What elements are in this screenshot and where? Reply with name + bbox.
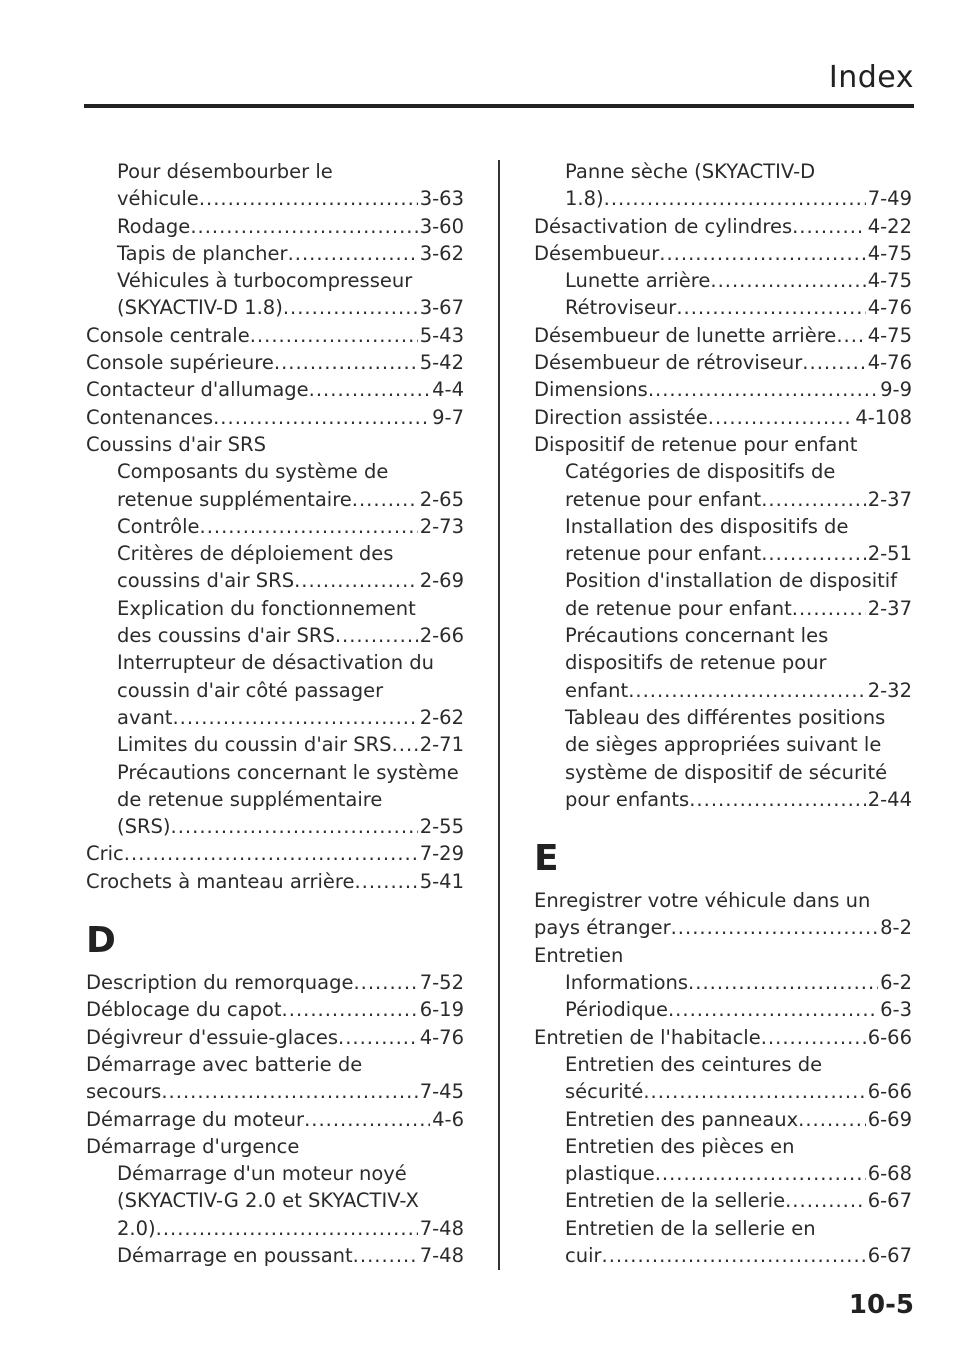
dot-leader: [798, 1106, 866, 1133]
index-heading-line: Composants du système de: [117, 460, 389, 484]
index-page-ref: 5-43: [419, 323, 464, 347]
index-page-ref: 4-4: [432, 378, 464, 402]
index-heading-line: Précautions concernant le système: [117, 760, 459, 784]
index-entry: [86, 567, 464, 594]
index-page-ref: 4-75: [867, 323, 912, 347]
index-heading-line: Entretien des ceintures de: [565, 1052, 823, 1076]
index-entry: [534, 322, 912, 349]
index-heading-line: Véhicules à turbocompresseur: [117, 269, 413, 293]
index-page-ref: 9-9: [880, 378, 912, 402]
dot-leader: [708, 404, 854, 431]
index-page-ref: 2-65: [419, 487, 464, 511]
index-entry: [86, 1215, 464, 1242]
index-entry-label: Console centrale: [86, 323, 250, 347]
index-entry: [534, 914, 912, 941]
index-heading-line: Démarrage d'un moteur noyé: [117, 1162, 407, 1186]
index-entry: [534, 1242, 912, 1269]
index-heading-line: dispositifs de retenue pour: [565, 651, 827, 675]
index-entry-label: pour enfants: [565, 787, 690, 811]
dot-leader: [761, 1024, 866, 1051]
index-entry-label: Console supérieure: [86, 351, 274, 375]
index-heading-line: Position d'installation de dispositif: [565, 569, 898, 593]
index-entry: [534, 786, 912, 813]
dot-leader: [213, 404, 430, 431]
index-entry: [86, 404, 464, 431]
index-entry-label: Désembueur de rétroviseur: [534, 351, 803, 375]
index-page-ref: 4-76: [867, 296, 912, 320]
index-entry: [86, 240, 464, 267]
dot-leader: [161, 1078, 417, 1105]
dot-leader: [602, 1242, 866, 1269]
dot-leader: [792, 213, 866, 240]
dot-leader: [785, 1187, 866, 1214]
index-heading-line: Interrupteur de désactivation du: [117, 651, 435, 675]
index-page-ref: 6-3: [880, 998, 912, 1022]
dot-leader: [309, 376, 430, 403]
index-entry: [86, 969, 464, 996]
index-page-ref: 2-37: [867, 487, 912, 511]
index-entry: [534, 677, 912, 704]
index-page-ref: 7-49: [867, 187, 912, 211]
index-section-letter: E: [534, 838, 559, 880]
index-entry-label: 2.0): [117, 1216, 156, 1240]
index-page-ref: 6-67: [867, 1243, 912, 1267]
index-entry: [86, 349, 464, 376]
index-entry-label: Limites du coussin d'air SRS: [117, 733, 392, 757]
dot-leader: [171, 813, 418, 840]
dot-leader: [628, 677, 866, 704]
index-page-ref: 6-69: [867, 1107, 912, 1131]
index-section-letter: D: [86, 920, 116, 962]
index-page-ref: 2-66: [419, 624, 464, 648]
index-page-ref: 4-22: [867, 214, 912, 238]
dot-leader: [200, 513, 418, 540]
page-number: 10-5: [848, 1290, 914, 1320]
index-entry: [534, 404, 912, 431]
dot-leader: [802, 349, 865, 376]
index-page-ref: 5-42: [419, 351, 464, 375]
page-header-title: Index: [828, 60, 914, 95]
index-entry-label: Lunette arrière: [565, 269, 711, 293]
index-page-ref: 5-41: [419, 869, 464, 893]
index-page-ref: 6-66: [867, 1025, 912, 1049]
index-entry-label: Désembueur: [534, 241, 660, 265]
dot-leader: [676, 294, 865, 321]
index-page-ref: 4-76: [867, 351, 912, 375]
index-heading-line: Explication du fonctionnement: [117, 596, 416, 620]
dot-leader: [836, 322, 865, 349]
index-entry-label: pays étranger: [534, 916, 671, 940]
index-entry: [86, 1078, 464, 1105]
index-entry-label: Entretien de l'habitacle: [534, 1025, 761, 1049]
index-entry-label: cuir: [565, 1243, 602, 1267]
dot-leader: [668, 996, 878, 1023]
index-entry-label: Périodique: [565, 998, 668, 1022]
index-page-ref: 4-75: [867, 269, 912, 293]
index-entry: [534, 1187, 912, 1214]
index-entry-label: coussins d'air SRS: [117, 569, 295, 593]
dot-leader: [250, 322, 418, 349]
dot-leader: [688, 969, 878, 996]
index-entry-label: Rétroviseur: [565, 296, 677, 320]
dot-leader: [655, 1160, 866, 1187]
index-entry-label: Désactivation de cylindres: [534, 214, 793, 238]
index-heading-line: Précautions concernant les: [565, 624, 829, 648]
index-entry: [86, 731, 464, 758]
index-page-ref: 2-37: [867, 596, 912, 620]
dot-leader: [190, 213, 417, 240]
index-entry-label: avant: [117, 705, 173, 729]
dot-leader: [304, 1106, 430, 1133]
index-page-ref: 2-71: [419, 733, 464, 757]
index-entry-label: sécurité: [565, 1080, 644, 1104]
index-entry-label: Description du remorquage: [86, 971, 354, 995]
index-entry-label: secours: [86, 1080, 162, 1104]
dot-leader: [659, 240, 865, 267]
index-entry-label: Entretien de la sellerie: [565, 1189, 786, 1213]
index-page-ref: 2-44: [867, 787, 912, 811]
index-heading-line: Critères de déploiement des: [117, 542, 394, 566]
index-page-ref: 2-51: [867, 542, 912, 566]
index-heading-line: Coussins d'air SRS: [86, 432, 266, 456]
dot-leader: [352, 486, 418, 513]
index-entry-label: Crochets à manteau arrière: [86, 869, 355, 893]
index-entry: [86, 840, 464, 867]
dot-leader: [283, 294, 418, 321]
index-entry: [534, 595, 912, 622]
index-page-ref: 7-52: [419, 971, 464, 995]
index-entry-label: Entretien des panneaux: [565, 1107, 799, 1131]
index-heading-line: de retenue supplémentaire: [117, 787, 383, 811]
index-entry-label: enfant: [565, 678, 629, 702]
index-entry-label: retenue pour enfant: [565, 487, 762, 511]
dot-leader: [353, 969, 417, 996]
index-entry: [86, 185, 464, 212]
index-entry-label: (SKYACTIV-D 1.8): [117, 296, 283, 320]
index-entry: [534, 1160, 912, 1187]
index-entry: [534, 349, 912, 376]
index-entry-label: Déblocage du capot: [86, 998, 282, 1022]
column-divider: [498, 160, 500, 1270]
dot-leader: [172, 704, 417, 731]
index-entry: [86, 1024, 464, 1051]
index-entry: [86, 1106, 464, 1133]
index-heading-line: Pour désembourber le: [117, 160, 333, 183]
index-entry: [86, 513, 464, 540]
dot-leader: [761, 486, 866, 513]
index-entry: [86, 813, 464, 840]
dot-leader: [354, 868, 417, 895]
index-page-ref: 6-66: [867, 1080, 912, 1104]
header-rule: [84, 104, 914, 108]
index-entry-label: Démarrage du moteur: [86, 1107, 305, 1131]
index-entry: [86, 622, 464, 649]
index-page-ref: 4-76: [419, 1025, 464, 1049]
index-entry: [86, 294, 464, 321]
dot-leader: [294, 567, 418, 594]
index-entry-label: plastique: [565, 1162, 655, 1186]
index-page-ref: 4-108: [855, 405, 912, 429]
index-entry: [534, 540, 912, 567]
index-page-ref: 7-48: [419, 1243, 464, 1267]
dot-leader: [671, 914, 879, 941]
index-page-ref: 2-62: [419, 705, 464, 729]
dot-leader: [199, 185, 418, 212]
index-entry-label: Dimensions: [534, 378, 648, 402]
index-entry: [86, 704, 464, 731]
index-entry: [534, 267, 912, 294]
index-entry-label: Cric: [86, 842, 124, 866]
index-page-ref: 3-60: [419, 214, 464, 238]
dot-leader: [156, 1215, 418, 1242]
index-entry: [534, 240, 912, 267]
dot-leader: [648, 376, 878, 403]
index-entry: [86, 213, 464, 240]
index-entry-label: des coussins d'air SRS: [117, 624, 335, 648]
dot-leader: [282, 996, 418, 1023]
index-page-ref: 2-73: [419, 514, 464, 538]
dot-leader: [604, 185, 866, 212]
dot-leader: [761, 540, 866, 567]
dot-leader: [335, 622, 418, 649]
index-heading-line: Dispositif de retenue pour enfant: [534, 432, 858, 456]
dot-leader: [792, 595, 866, 622]
index-entry-label: Rodage: [117, 214, 191, 238]
index-entry: [534, 185, 912, 212]
index-entry: [534, 213, 912, 240]
index-entry-label: Démarrage en poussant: [117, 1243, 353, 1267]
index-entry-label: Direction assistée: [534, 405, 708, 429]
dot-leader: [392, 731, 418, 758]
dot-leader: [710, 267, 865, 294]
index-entry-label: Dégivreur d'essuie-glaces: [86, 1025, 338, 1049]
index-entry-label: retenue pour enfant: [565, 542, 762, 566]
index-heading-line: Installation des dispositifs de: [565, 514, 849, 538]
dot-leader: [353, 1242, 418, 1269]
index-page-ref: 2-69: [419, 569, 464, 593]
index-heading-line: coussin d'air côté passager: [117, 678, 384, 702]
index-entry-label: Contrôle: [117, 514, 200, 538]
index-column-left: [86, 158, 464, 1269]
index-entry: [534, 1078, 912, 1105]
index-entry: [534, 376, 912, 403]
index-heading-line: Enregistrer votre véhicule dans un: [534, 889, 871, 913]
index-page-ref: 6-68: [867, 1162, 912, 1186]
index-page-ref: 7-45: [419, 1080, 464, 1104]
index-entry-label: Tapis de plancher: [117, 241, 288, 265]
index-page-ref: 2-55: [419, 815, 464, 839]
dot-leader: [124, 840, 418, 867]
index-entry: [86, 996, 464, 1023]
index-entry: [86, 376, 464, 403]
index-entry-label: (SRS): [117, 815, 171, 839]
index-entry: [86, 868, 464, 895]
dot-leader: [288, 240, 418, 267]
index-page-ref: 7-48: [419, 1216, 464, 1240]
index-entry: [534, 1024, 912, 1051]
index-heading-line: Démarrage avec batterie de: [86, 1052, 363, 1076]
index-heading-line: Panne sèche (SKYACTIV-D: [565, 160, 816, 183]
index-entry: [534, 969, 912, 996]
index-heading-line: (SKYACTIV-G 2.0 et SKYACTIV-X: [117, 1189, 419, 1213]
index-heading-line: de sièges appropriées suivant le: [565, 733, 882, 757]
index-page-ref: 6-67: [867, 1189, 912, 1213]
index-heading-line: Entretien: [534, 943, 624, 967]
index-entry-label: retenue supplémentaire: [117, 487, 352, 511]
index-column-right: [534, 158, 912, 1269]
index-entry-label: véhicule: [117, 187, 199, 211]
index-heading-line: Entretien de la sellerie en: [565, 1216, 816, 1240]
index-page-ref: 8-2: [880, 916, 912, 940]
dot-leader: [643, 1078, 865, 1105]
index-entry-label: de retenue pour enfant: [565, 596, 792, 620]
index-page-ref: 4-75: [867, 241, 912, 265]
index-page-ref: 6-19: [419, 998, 464, 1022]
index-page-ref: 6-2: [880, 971, 912, 995]
index-entry-label: Désembueur de lunette arrière: [534, 323, 837, 347]
index-heading-line: système de dispositif de sécurité: [565, 760, 888, 784]
index-entry: [86, 486, 464, 513]
index-entry-label: Contenances: [86, 405, 214, 429]
index-page-ref: 7-29: [419, 842, 464, 866]
index-page-ref: 9-7: [432, 405, 464, 429]
index-entry-label: 1.8): [565, 187, 604, 211]
index-entry: [86, 322, 464, 349]
index-entry-label: Contacteur d'allumage: [86, 378, 309, 402]
index-entry: [534, 294, 912, 321]
index-entry: [534, 486, 912, 513]
index-entry: [86, 1242, 464, 1269]
index-page-ref: 3-67: [419, 296, 464, 320]
index-page-ref: 3-63: [419, 187, 464, 211]
index-heading-line: Tableau des différentes positions: [565, 705, 886, 729]
index-entry-label: Informations: [565, 971, 689, 995]
dot-leader: [274, 349, 418, 376]
dot-leader: [338, 1024, 418, 1051]
index-page-ref: 4-6: [432, 1107, 464, 1131]
index-heading-line: Démarrage d'urgence: [86, 1134, 300, 1158]
index-heading-line: Entretien des pièces en: [565, 1134, 795, 1158]
index-heading-line: Catégories de dispositifs de: [565, 460, 836, 484]
index-entry: [534, 1106, 912, 1133]
index-page-ref: 3-62: [419, 241, 464, 265]
dot-leader: [689, 786, 866, 813]
index-page-ref: 2-32: [867, 678, 912, 702]
index-entry: [534, 996, 912, 1023]
